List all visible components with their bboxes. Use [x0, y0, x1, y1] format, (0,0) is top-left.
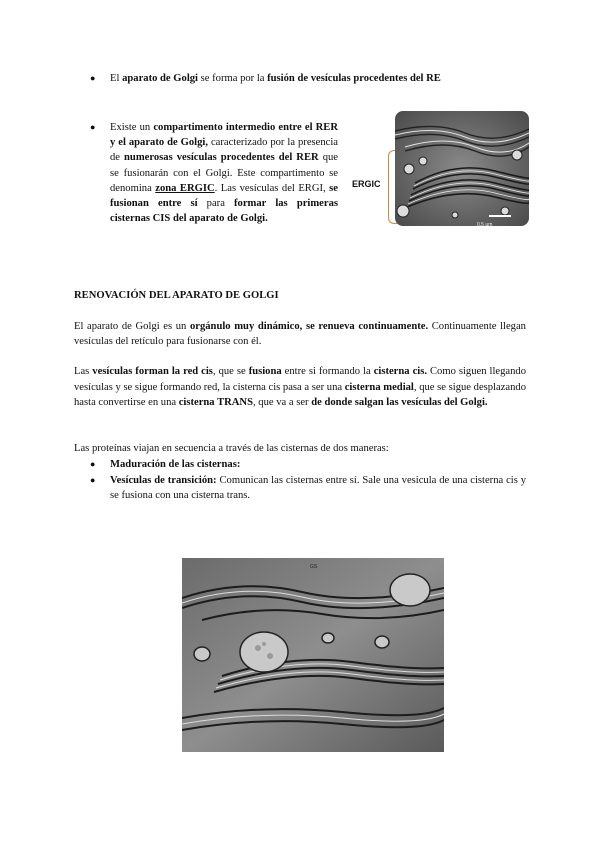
bold-text: fusiona — [248, 366, 282, 377]
bullet-dot: ● — [90, 475, 96, 485]
bold-text: formar las primeras cisternas CIS del aparato de Golgi. — [110, 198, 338, 225]
bold-text: de donde salgan las vesículas del Golgi. — [311, 397, 488, 409]
bullet-golgi-formation — [90, 71, 530, 86]
text: . Las vesículas del ERGI, — [214, 182, 330, 194]
text: para — [197, 198, 235, 210]
bold-text: cisterna TRANS — [178, 397, 253, 409]
text: Las — [74, 366, 93, 377]
bold-text: Maduración de las cisternas: — [110, 459, 241, 470]
section-heading: RENOVACIÓN DEL APARATO DE GOLGI — [74, 290, 279, 301]
text: se forma por la — [198, 73, 268, 84]
paragraph-cisterna-maturation — [74, 364, 526, 411]
text: , que se — [212, 366, 249, 377]
micrograph-ergic — [395, 111, 529, 226]
text: Como siguen llegando vesículas y se sigue formando red, la cisterna cis pasa a ser una — [74, 366, 526, 393]
bold-text: cisterna cis. — [373, 366, 427, 377]
micrograph-scale-text: 0.5 µm — [477, 222, 493, 226]
bold-text: vesículas forman la red cis — [92, 366, 213, 377]
text: Comunican las cisternas entre sí. Sale una vesicula de una cisterna cis y se fusiona con una cisterna trans. — [110, 475, 527, 501]
bold-text: cisterna medial — [344, 381, 414, 393]
ergic-label: ERGIC — [352, 179, 381, 189]
text: caracterizado por la presencia de — [110, 137, 338, 164]
bold-text: compartimento intermedio entre el RER y el aparato de Golgi, — [110, 122, 339, 149]
micrograph-ergic-image — [395, 111, 529, 226]
paragraph-dynamic-organelle — [74, 319, 526, 349]
bold-text: fusión de vesículas procedentes del RE — [267, 73, 441, 84]
list-item-maturation — [90, 457, 526, 472]
bold-text: Vesículas de transición: — [110, 475, 217, 486]
text: entre si formando la — [281, 366, 374, 377]
bold-text: se fusionan entre sí — [110, 182, 338, 210]
text: , que se sigue desplazando hasta convertirse en una — [74, 381, 527, 409]
bold-underlined-text: zona ERGIC — [155, 182, 215, 194]
micrograph-golgi-image — [182, 558, 444, 752]
bold-text: orgánulo muy dinámico, se renueva continuamente. — [189, 321, 429, 332]
text: El — [110, 73, 123, 84]
list-item-transition-vesicles — [90, 473, 527, 503]
micrograph-golgi — [182, 558, 444, 752]
text: Existe un — [110, 122, 154, 133]
text: que se fusionarán con el Golgi. Este compartimento se denomina — [110, 152, 338, 194]
paragraph-protein-transport: Las proteínas viajan en secuencia a través de las cisternas de dos maneras: — [74, 443, 389, 454]
text: Continuamente llegan vesículas del retículo para fusionarse con él. — [74, 321, 526, 347]
text: El aparato de Golgi es un — [74, 321, 190, 332]
bullet-dot: ● — [90, 459, 96, 469]
bullet-dot: ● — [90, 73, 96, 83]
bold-text: numerosas vesículas procedentes del RER — [124, 152, 319, 164]
micrograph-label: GS — [310, 564, 318, 570]
bold-text: aparato de Golgi — [122, 73, 198, 84]
bullet-ergic — [90, 120, 339, 226]
text: , que va a ser — [252, 397, 312, 409]
bullet-dot: ● — [90, 122, 96, 132]
